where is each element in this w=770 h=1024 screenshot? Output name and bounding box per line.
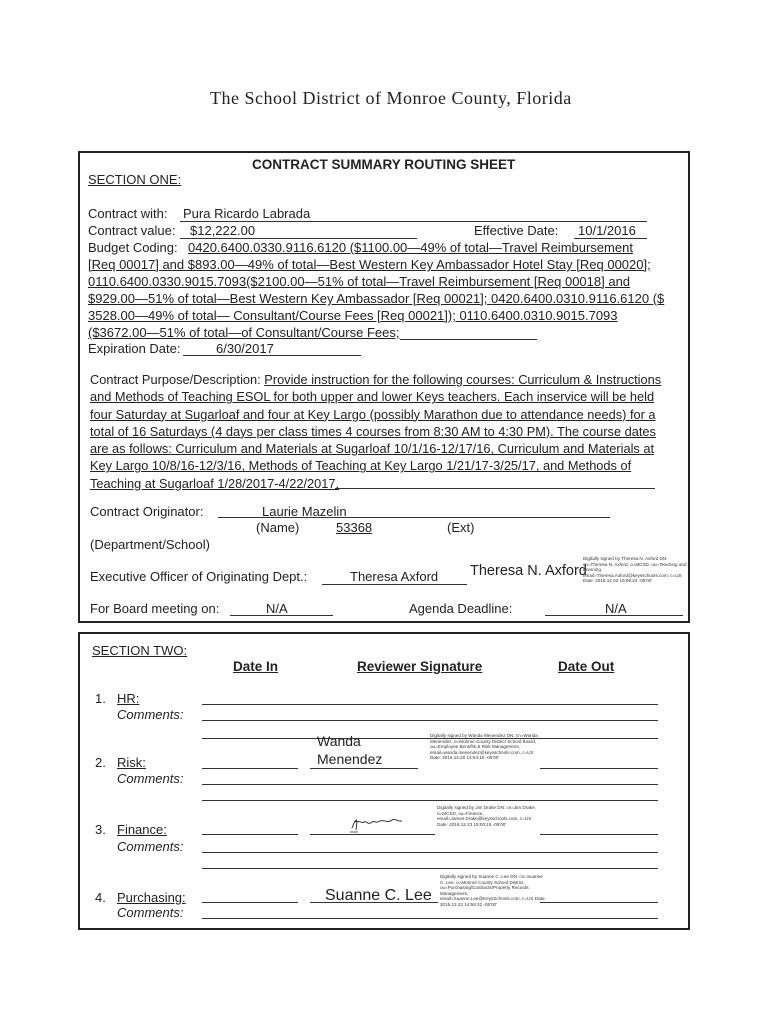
risk-label: Risk: (117, 755, 146, 770)
row-number: 1. (95, 691, 106, 706)
purchasing-date-in-line (202, 902, 298, 903)
finance-label: Finance: (117, 822, 167, 837)
purpose-line: total of 16 Saturdays (4 days per class times 4 courses from 8:30 AM to 4:30 PM). The course dates (90, 423, 656, 439)
ext-label: (Ext) (447, 520, 475, 535)
contract-value: $12,222.00 (190, 223, 256, 238)
purchasing-comments-line (202, 918, 658, 919)
row-number: 3. (95, 822, 106, 837)
row-number: 2. (95, 755, 106, 770)
budget-line: ($3672.00—51% of total—of Consultant/Course Fees; (88, 325, 400, 340)
effective-date-label: Effective Date: (474, 223, 559, 238)
col-date-in: Date In (233, 659, 279, 674)
executive-officer-label: Executive Officer of Originating Dept.: (90, 569, 308, 584)
hr-line (202, 704, 658, 705)
originator-label: Contract Originator: (90, 504, 204, 519)
risk-comments-line (202, 800, 658, 801)
board-meeting-label: For Board meeting on: (90, 601, 220, 616)
purchasing-signature: Suanne C. Lee (325, 887, 432, 904)
col-reviewer-signature: Reviewer Signature (357, 659, 483, 674)
risk-comments-label: Comments: (117, 771, 184, 786)
executive-digital-stamp: Digitally signed by Theresa N. Axford DN: cn=Theresa N. Axford, o=MCSD, ou=Teaching and Learning, email=Theresa.Axford@keysschools.com, c=US Date: 2016.12.02 16:06:24 -05'00' (583, 556, 687, 584)
purchasing-date-out-line (540, 902, 658, 903)
purpose-label: Contract Purpose/Description: (90, 372, 261, 387)
hr-label: HR: (117, 691, 140, 706)
purpose-line: Key Largo 10/8/16-12/3/16, Methods of Teaching at Key Largo 1/21/17-3/25/17, and Methods of (90, 458, 632, 474)
contract-with-label: Contract with: (88, 206, 168, 221)
risk-date-in-line (202, 768, 298, 769)
row-number: 4. (95, 890, 106, 905)
finance-comments-line (202, 852, 658, 853)
purpose-line: and Methods of Teaching ESOL for both upper and lower Keys teachers. Each inservice will be held (90, 389, 655, 405)
risk-comments-line (202, 784, 658, 785)
name-label: (Name) (256, 520, 300, 535)
risk-digital-stamp: Digitally signed by Wanda Menendez DN: cn=Wanda Menendez, o=Monroe County District School Board, ou=Employee Benefits & Risk Management, email=wanda.menendez@keysschools.com, c=US Date: 2016.12.20 14:54:15 -05'00' (430, 733, 538, 761)
budget-line: [Req 00017] and $893.00—49% of total—Best Western Key Ambassador Hotel Stay [Req 00020]; (88, 257, 651, 272)
budget-line: 0110.6400.0330.9015.7093($2100.00—51% of total—Travel Reimbursement [Req 00018] and (88, 274, 631, 289)
risk-signature-line (310, 768, 418, 769)
finance-comments-label: Comments: (117, 839, 184, 854)
purpose-line: four Saturday at Sugarloaf and four at Key Largo (possibly Marathon due to attendance needs) for a (90, 406, 656, 422)
risk-date-out-line (540, 768, 658, 769)
risk-signature-first: Wanda (317, 733, 361, 749)
effective-date-line (574, 238, 647, 239)
budget-line: 3528.00—49% of total— Consultant/Course Fees [Req 00021]); 0110.6400.0310.9015.7093 (88, 308, 618, 323)
purpose-end-line (335, 488, 655, 489)
contract-value-line (180, 238, 417, 239)
originator-line (218, 517, 610, 518)
contract-with-line (180, 221, 647, 222)
expiration-date-line (183, 355, 361, 356)
finance-digital-stamp: Digitally signed by Jim Drake DN: cn=Jim Drake, o=MCSD, ou=Finance, email=James.Drake@keysschools.com, c=US Date: 2016.12.23 15:00:15 -05'00' (437, 805, 536, 827)
contract-with-value: Pura Ricardo Labrada (183, 206, 311, 221)
expiration-date-label: Expiration Date: (88, 341, 181, 356)
executive-officer-line (322, 584, 467, 585)
hr-comments-line (202, 720, 658, 721)
finance-date-in-line (202, 834, 298, 835)
effective-date-value: 10/1/2016 (578, 223, 636, 238)
department-label: (Department/School) (90, 537, 210, 552)
originator-name: Laurie Mazelin (262, 504, 347, 519)
purchasing-label: Purchasing: (117, 890, 186, 905)
budget-coding-label: Budget Coding: (88, 240, 178, 255)
agenda-deadline-value: N/A (605, 601, 627, 616)
budget-line: $929.00—51% of total—Best Western Key Ambassador [Req 00021]; 0420.6400.0310.9116.6120 ($ (88, 291, 665, 306)
purchasing-digital-stamp: Digitally signed by Suanne C. Lee DN: cn=Suanne C. Lee, o=Monroe County School District, ou=Purchasing/Contracts/Property Records Management, email=Suanne.Lee@KeysSchools.com, c=US Date: 2016.12.23 14:56:31 -05'00' (440, 874, 546, 907)
agenda-deadline-line (545, 615, 683, 616)
purchasing-comments-label: Comments: (117, 905, 184, 920)
hr-comments-label: Comments: (117, 707, 184, 722)
contract-purpose (90, 371, 682, 492)
board-meeting-value: N/A (266, 601, 288, 616)
district-name: The School District of Monroe County, Florida (210, 88, 572, 108)
executive-signature: Theresa N. Axford (470, 563, 587, 579)
executive-officer-name: Theresa Axford (350, 569, 439, 584)
col-date-out: Date Out (558, 659, 615, 674)
risk-signature-last: Menendez (317, 751, 383, 767)
finance-date-out-line (540, 834, 658, 835)
budget-line: 0420.6400.0330.9116.6120 ($1100.00—49% of total—Travel Reimbursement (188, 240, 633, 255)
contract-value-label: Contract value: (88, 223, 176, 238)
finance-handwritten-signature (348, 812, 406, 836)
purpose-line: Provide instruction for the following courses: Curriculum & Instructions (264, 372, 662, 387)
purpose-line: are as follows: Curriculum and Materials at Sugarloaf 10/1/16-12/17/16, Curriculum and Materials at (90, 441, 655, 457)
budget-end-line (400, 339, 537, 340)
purpose-line: Teaching at Sugarloaf 1/28/2017-4/22/2017. (90, 475, 340, 491)
expiration-date-value: 6/30/2017 (216, 341, 274, 356)
board-meeting-line (230, 615, 333, 616)
originator-ext: 53368 (336, 520, 373, 535)
finance-comments-line (202, 868, 658, 869)
agenda-deadline-label: Agenda Deadline: (409, 601, 513, 616)
section-one-heading: SECTION ONE: (88, 172, 182, 187)
form-title: CONTRACT SUMMARY ROUTING SHEET (252, 157, 516, 172)
section-two-heading: SECTION TWO: (92, 643, 188, 658)
